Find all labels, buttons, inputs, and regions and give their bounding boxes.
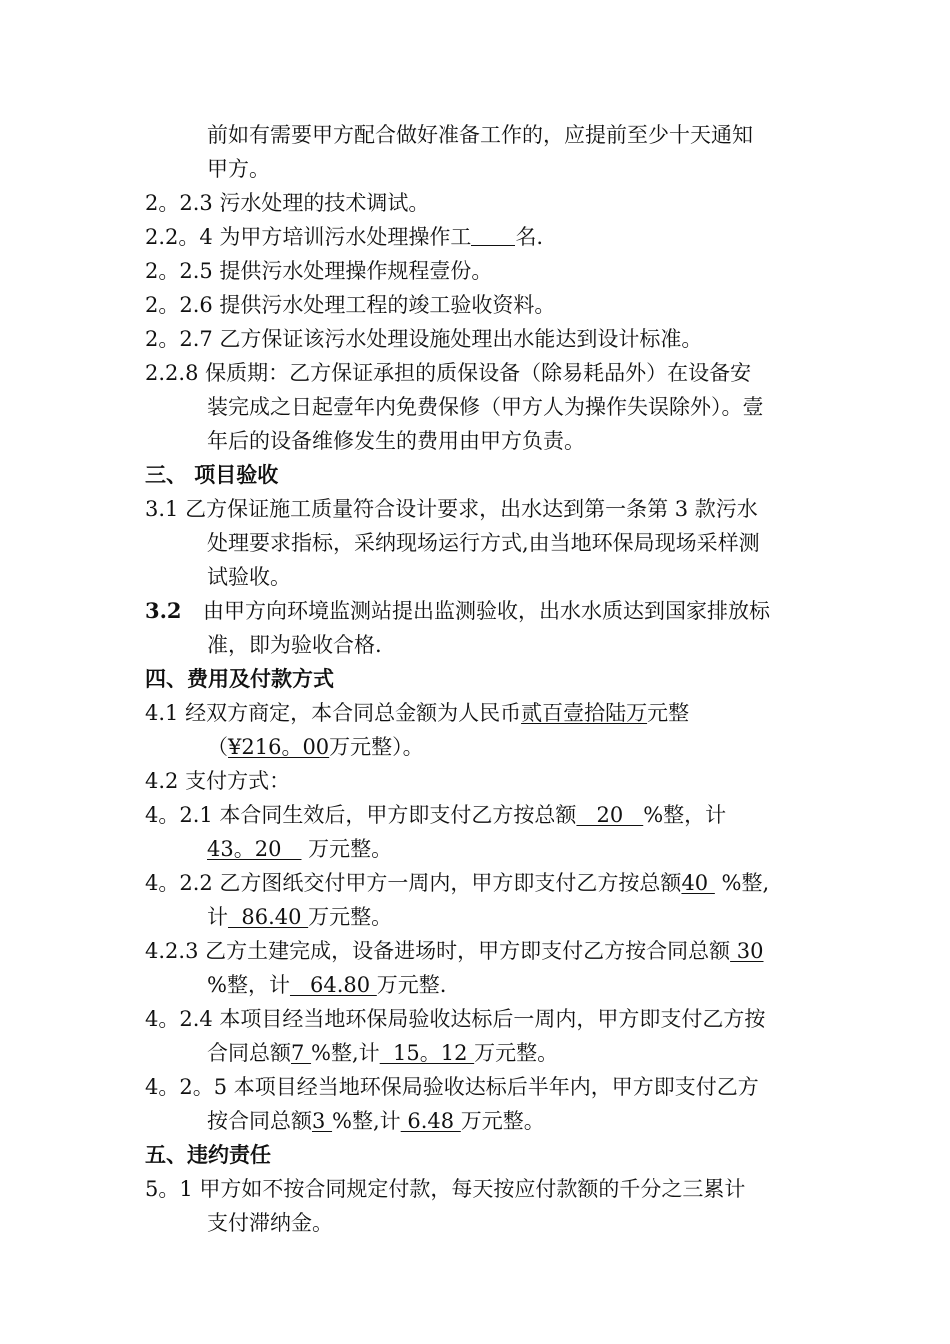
percent-value: 3 [312, 1109, 333, 1133]
clause-text: 万元整。 [308, 905, 393, 929]
clause-2-2-6: 2。2.6 提供污水处理工程的竣工验收资料。 [145, 293, 556, 317]
paragraph-line [207, 1038, 558, 1068]
paragraph-line [207, 970, 446, 1000]
fill-blank [471, 223, 515, 246]
section-heading-4: 四、费用及付款方式 [145, 666, 334, 691]
clause-number: 3.2 [145, 598, 182, 623]
clause-4-1 [145, 698, 689, 728]
amount-value: 86.40 [228, 905, 309, 929]
percent-value: 7 [291, 1041, 312, 1065]
paragraph-line [207, 902, 392, 932]
clause-text: %整，计 [643, 803, 727, 827]
paragraph-line: 甲方。 [207, 157, 270, 181]
percent-value: 20 [576, 803, 644, 827]
paragraph-line [207, 834, 392, 864]
clause-2-2-5: 2。2.5 提供污水处理操作规程壹份。 [145, 259, 493, 283]
clause-4-2-3 [145, 936, 764, 966]
paragraph-line: 装完成之日起壹年内免费保修（甲方人为操作失误除外）。壹 [207, 395, 764, 419]
percent-value: 40 [681, 871, 715, 895]
percent-value: 30 [730, 939, 764, 963]
clause-2-2-8: 2.2.8 保质期：乙方保证承担的质保设备（除易耗品外）在设备安 [145, 361, 752, 385]
clause-text: 按合同总额 [207, 1109, 312, 1133]
clause-4-2-2 [145, 868, 769, 898]
clause-text: %整,计 [311, 1041, 380, 1065]
clause-4-2-5: 4。2。5 本项目经当地环保局验收达标后半年内，甲方即支付乙方 [145, 1075, 759, 1099]
paragraph-line: 年后的设备维修发生的费用由甲方负责。 [207, 429, 585, 453]
clause-text: 万元整。 [460, 1109, 545, 1133]
clause-text: （ [207, 735, 228, 759]
section-heading-3: 三、 项目验收 [145, 462, 279, 487]
clause-2-2-4 [145, 222, 543, 252]
clause-text: 万元整。 [301, 837, 393, 861]
paragraph-line [207, 732, 424, 762]
paragraph-line: 试验收。 [207, 565, 291, 589]
clause-2-2-7: 2。2.7 乙方保证该污水处理设施处理出水能达到设计标准。 [145, 327, 703, 351]
clause-text: 合同总额 [207, 1041, 291, 1065]
paragraph-line [207, 1106, 545, 1136]
clause-text: 万元整。 [474, 1041, 559, 1065]
clause-text: 名. [515, 225, 544, 249]
contract-amount-words: 贰百壹拾陆万 [521, 701, 648, 725]
paragraph-line: 前如有需要甲方配合做好准备工作的，应提前至少十天通知 [207, 123, 753, 147]
section-heading-5: 五、违约责任 [145, 1142, 271, 1167]
clause-text: 万元整）。 [329, 735, 424, 759]
amount-value: 6.48 [400, 1109, 461, 1133]
clause-3-1: 3.1 乙方保证施工质量符合设计要求，出水达到第一条第 3 款污水 [145, 497, 758, 521]
clause-text: 万元整. [376, 973, 447, 997]
clause-4-2-4: 4。2.4 本项目经当地环保局验收达标后一周内，甲方即支付乙方按 [145, 1007, 766, 1031]
clause-text: 4。2.1 本合同生效后，甲方即支付乙方按总额 [145, 803, 577, 827]
amount-value: 64.80 [289, 973, 377, 997]
paragraph-line: 处理要求指标，采纳现场运行方式,由当地环保局现场采样测 [207, 531, 760, 555]
paragraph-line: 准，即为验收合格. [207, 633, 382, 657]
amount-value: 43。20 [207, 837, 302, 861]
clause-3-2 [145, 596, 770, 626]
clause-2-2-3: 2。2.3 污水处理的技术调试。 [145, 191, 430, 215]
clause-text: 由甲方向环境监测站提出监测验收，出水水质达到国家排放标 [203, 599, 770, 623]
clause-text: %整, [714, 871, 770, 895]
clause-4-2-1 [145, 800, 726, 830]
clause-4-2: 4.2 支付方式： [145, 769, 291, 793]
clause-text: %整，计 [207, 973, 290, 997]
clause-text: 元整 [647, 701, 690, 725]
contract-amount-figure: ¥216。00 [228, 735, 330, 759]
clause-5-1: 5。1 甲方如不按合同规定付款，每天按应付款额的千分之三累计 [145, 1177, 746, 1201]
clause-text: %整,计 [332, 1109, 401, 1133]
paragraph-line: 支付滞纳金。 [207, 1211, 333, 1235]
clause-text: 4.1 经双方商定，本合同总金额为人民币 [145, 701, 522, 725]
clause-text: 计 [207, 905, 228, 929]
clause-text: 2.2。4 为甲方培训污水处理操作工 [145, 225, 472, 249]
amount-value: 15。12 [379, 1041, 475, 1065]
clause-text: 4。2.2 乙方图纸交付甲方一周内，甲方即支付乙方按总额 [145, 871, 682, 895]
clause-text: 4.2.3 乙方土建完成，设备进场时，甲方即支付乙方按合同总额 [145, 939, 731, 963]
